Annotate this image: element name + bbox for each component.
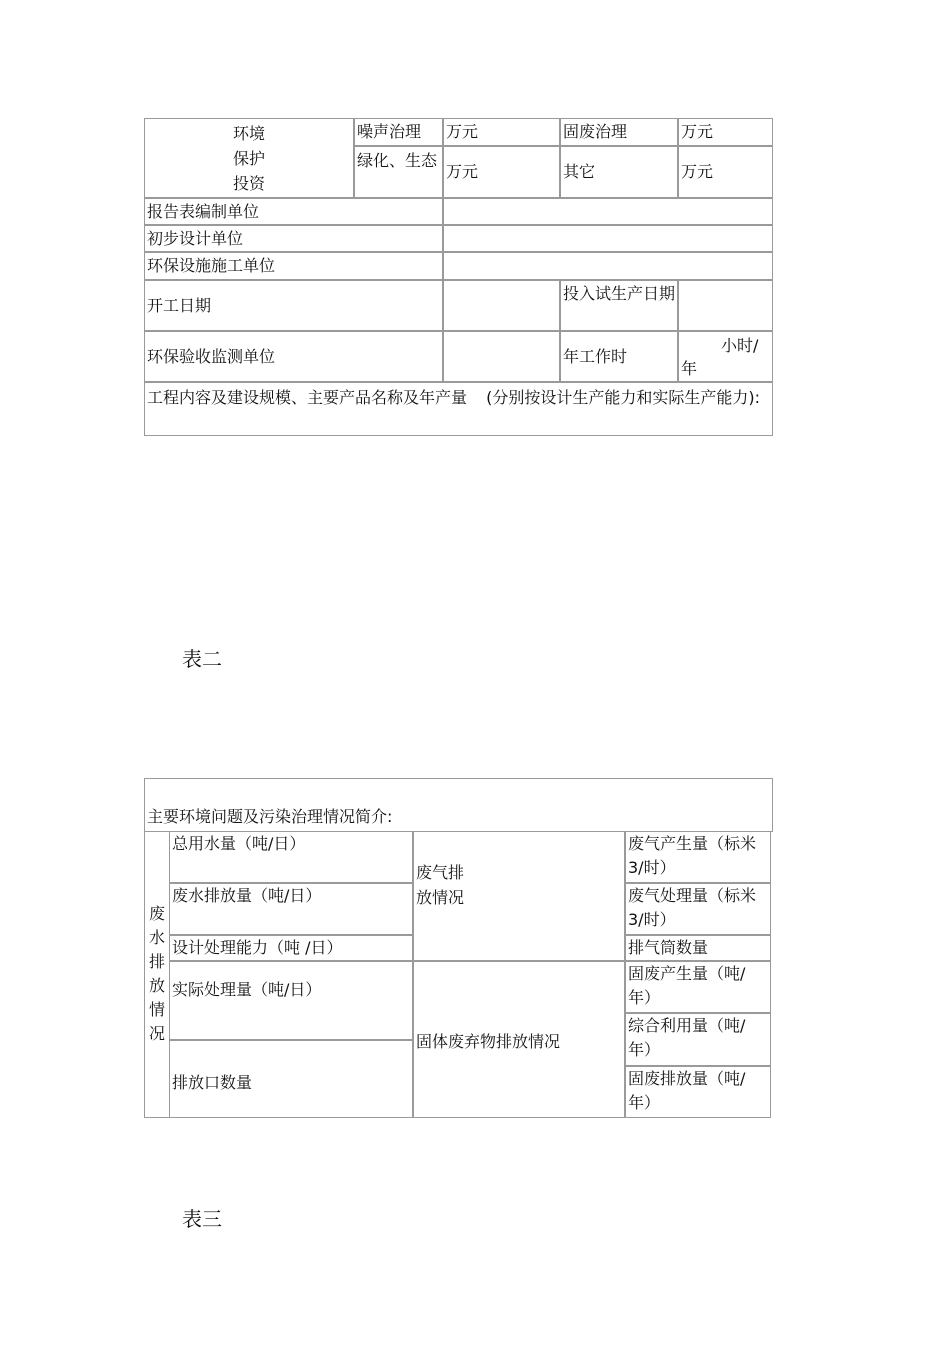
solid-waste-label: 固体废弃物排放情况 (413, 961, 625, 1118)
solid-produced: 固废产生量（吨/年） (625, 961, 771, 1013)
other-label: 其它 (560, 146, 678, 198)
content-label: 工程内容及建设规模、主要产品名称及年产量 (分别按设计生产能力和实际生产能力): (144, 382, 773, 436)
work-hours-label: 年工作时 (560, 331, 678, 382)
start-date-value (443, 280, 560, 331)
report-unit-value (443, 198, 773, 225)
actual-capacity: 实际处理量（吨/日） (169, 961, 413, 1040)
wastewater-section (144, 831, 170, 1118)
trial-date-label: 投入试生产日期 (560, 280, 678, 331)
noise-label: 噪声治理 (354, 118, 443, 146)
construct-unit-value (443, 252, 773, 280)
noise-unit: 万元 (443, 118, 560, 146)
solid-unit: 万元 (678, 118, 773, 146)
work-hours-unit: 小时/年 (678, 331, 773, 382)
stack-count: 排气筒数量 (625, 935, 771, 961)
intro-label: 主要环境问题及污染治理情况简介: (144, 778, 773, 832)
wastewater-volume: 废水排放量（吨/日） (169, 883, 413, 935)
other-unit: 万元 (678, 146, 773, 198)
design-capacity: 设计处理能力（吨 /日） (169, 935, 413, 961)
solid-discharged: 固废排放量（吨/年） (625, 1066, 771, 1118)
solid-label: 固废治理 (560, 118, 678, 146)
table3-heading: 表三 (182, 1207, 222, 1231)
trial-date-value (678, 280, 773, 331)
env-invest-label: 环境 保护 投资 (144, 118, 354, 198)
design-unit-value (443, 225, 773, 252)
construct-unit-label: 环保设施施工单位 (144, 252, 443, 280)
solid-reused: 综合利用量（吨/年） (625, 1013, 771, 1066)
gas-treated: 废气处理量（标米 3/时） (625, 883, 771, 935)
waste-gas-label: 废气排放情况 (413, 831, 625, 961)
start-date-label: 开工日期 (144, 280, 443, 331)
outlet-count: 排放口数量 (169, 1040, 413, 1118)
monitor-unit-label: 环保验收监测单位 (144, 331, 443, 382)
monitor-unit-value (443, 331, 560, 382)
green-label: 绿化、生态 (354, 146, 443, 198)
table2-heading: 表二 (182, 647, 222, 671)
total-water: 总用水量（吨/日） (169, 831, 413, 883)
report-unit-label: 报告表编制单位 (144, 198, 443, 225)
wastewater-label: 废水排放情况 (148, 904, 165, 1043)
gas-produced: 废气产生量（标米 3/时） (625, 831, 771, 883)
design-unit-label: 初步设计单位 (144, 225, 443, 252)
green-unit: 万元 (443, 146, 560, 198)
